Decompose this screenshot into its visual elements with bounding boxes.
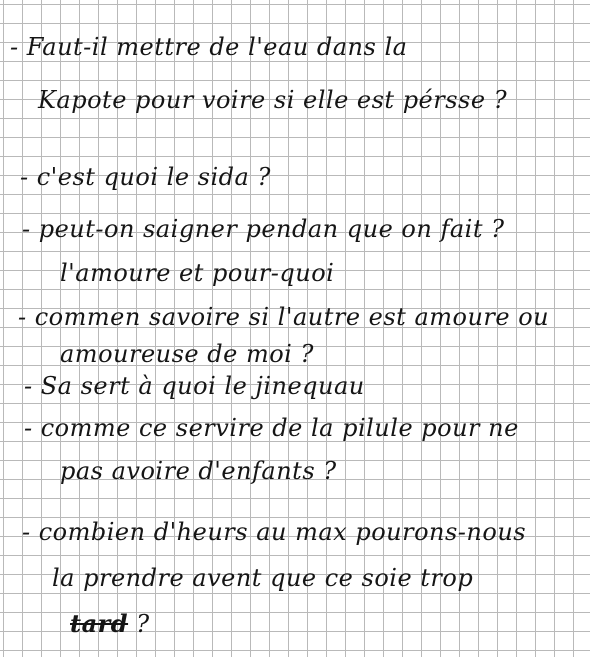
question-4-line-2: amoureuse de moi ?: [60, 340, 314, 368]
question-4-line-1: - commen savoire si l'autre est amoure ou: [18, 303, 550, 331]
question-7-line-2: la prendre avent que ce soie trop: [52, 564, 474, 592]
question-2: - c'est quoi le sida ?: [20, 163, 271, 191]
question-5: - Sa sert à quoi le jinequau: [24, 372, 365, 400]
question-6-line-1: - comme ce servire de la pilule pour ne: [24, 414, 519, 442]
question-6-line-2: pas avoire d'enfants ?: [60, 457, 337, 485]
question-1-line-2: Kapote pour voire si elle est pérsse ?: [38, 86, 508, 114]
question-3-line-2: l'amoure et pour-quoi: [60, 259, 335, 287]
question-3-line-1: - peut-on saigner pendan que on fait ?: [22, 215, 505, 243]
question-7-line-1: - combien d'heurs au max pourons-nous: [22, 518, 527, 546]
question-1-line-1: - Faut-il mettre de l'eau dans la: [10, 33, 408, 61]
crossed-out-word: tard: [70, 609, 129, 638]
question-7-line-3: tard ?: [70, 609, 150, 638]
